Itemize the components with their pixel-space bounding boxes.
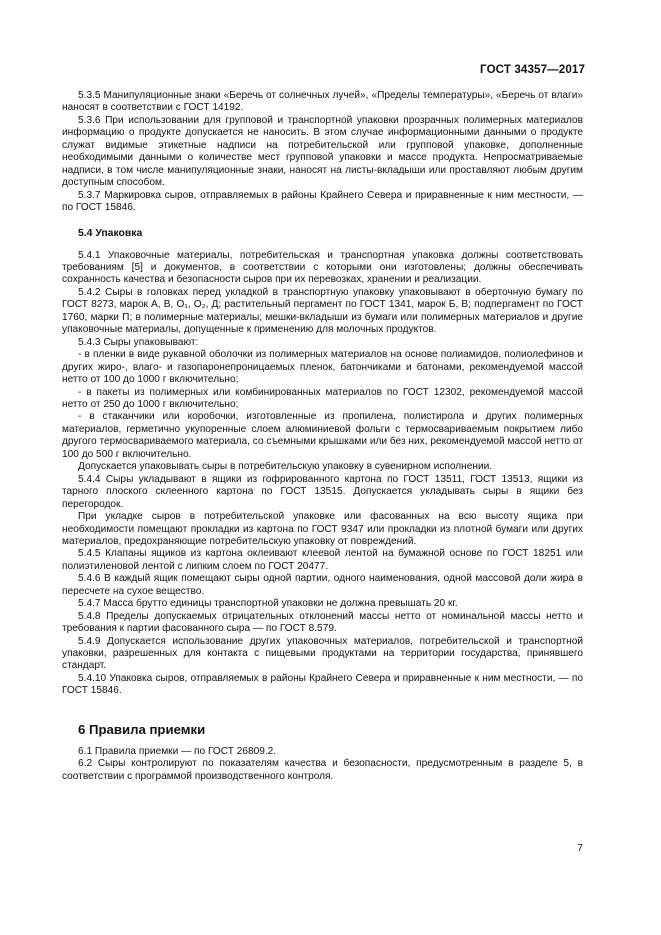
document-body [62,90,583,783]
paragraph-5-3-7: 5.3.7 Маркировка сыров, отправляемых в районы Крайнего Севера и приравненные к ним местности, — по ГОСТ 15846. [62,189,583,214]
paragraph-5-3-6: 5.3.6 При использовании для групповой и транспортной упаковки прозрачных полимерных материалов информацию о продукте допускается не наносить. В этом случае информационными данными о продукте служат видимые этикетные надписи на потребительской или групповой упаковке, дополненные необходимыми данными о количестве мест групповой упаковки и массе продукта. Непросматриваемые надписи, в том числе манипуляционные знаки, наносят на листы-вкладыши или проставляют любым другим доступным способом. [62,114,583,189]
list-item-film-casing: - в пленки в виде рукавной оболочки из полимерных материалов на основе полиамидов, полиолефинов и других жиро-, влаго- и газопаронепроницаемых пленок, батончиками и батонами, рекомендуемой массой нетто от 100 до 1000 г включительно; [62,349,583,386]
paragraph-5-4-1: 5.4.1 Упаковочные материалы, потребительская и транспортная упаковка должны соответствовать требованиям [5] и документов, в соответствии с которыми они изготовлены; должны обеспечивать сохранность качества и безопасности сыров при их перевозках, хранении и реализации. [62,249,583,286]
paragraph-5-4-3: 5.4.3 Сыры упаковывают: [78,336,199,348]
paragraph-6-2: 6.2 Сыры контролируют по показателям качества и безопасности, предусмотренным в разделе 5, в соответствии с программой производственного контроля. [62,758,583,782]
list-item-cups-boxes: - в стаканчики или коробочки, изготовленные из пропилена, полистирола и других полимерных материалов, герметично укупоренные слоем алюминиевой фольги с термосвариваемым покрытием либо другого термосвариваемого материала, со съемными крышками или без них, рекомендуемой массой нетто от 100 до 500 г включительно. [62,411,583,460]
paragraph-5-4-10: 5.4.10 Упаковка сыров, отправляемых в районы Крайнего Севера и приравненные к ним местности, — по ГОСТ 15846. [62,672,583,697]
paragraph-5-4-6: 5.4.6 В каждый ящик помещают сыры одной партии, одного наименования, одной массовой доли жира в пересчете на сухое вещество. [62,573,583,597]
chapter-heading-6: 6 Правила приемки [78,721,206,737]
paragraph-spacers: При укладке сыров в потребительской упаковке или фасованных на всю высоту ящика при необходимости помещают прокладки из картона по ГОСТ 9347 или прокладки из плотной бумаги или других материалов, предохраняющие потребительскую упаковку от повреждений. [62,511,583,547]
section-heading-5-4: 5.4 Упаковка [78,227,143,239]
paragraph-5-4-2: 5.4.2 Сыры в головках перед укладкой в транспортную упаковку упаковывают в оберточную бумагу по ГОСТ 8273, марок А, В, О₁, О₂, Д; растительный пергамент по ГОСТ 1341, марок Б, В; подпергамент по ГОСТ 1760, марки П; в полимерные материалы; мешки-вкладыши из бумаги или полимерных материалов и другие упаковочные материалы, допущенные к применению для молочных продуктов. [62,286,583,336]
paragraph-6-1: 6.1 Правила приемки — по ГОСТ 26809.2. [78,745,277,757]
list-item-bags: - в пакеты из полимерных или комбинированных материалов по ГОСТ 12302, рекомендуемой массой нетто от 250 до 1000 г включительно; [62,386,583,410]
paragraph-souvenir-packaging: Допускается упаковывать сыры в потребительскую упаковку в сувенирном исполнении. [78,461,493,473]
paragraph-5-4-4: 5.4.4 Сыры укладывают в ящики из гофрированного картона по ГОСТ 13511, ГОСТ 13513, ящики из тарного плоского склеенного картона по ГОСТ 13515. Допускается укладывать сыры в ящики без перегородок. [62,473,583,510]
paragraph-5-4-9: 5.4.9 Допускается использование других упаковочных материалов, потребительской и транспортной упаковки, разрешенных для контакта с пищевыми продуктами на территории государства, принявшего стандарт. [62,635,583,672]
page-number: 7 [577,843,583,854]
standard-code: ГОСТ 34357—2017 [480,63,585,76]
paragraph-5-4-7: 5.4.7 Масса брутто единицы транспортной упаковки не должна превышать 20 кг. [78,598,458,610]
paragraph-5-4-5: 5.4.5 Клапаны ящиков из картона оклеивают клеевой лентой на бумажной основе по ГОСТ 18251 или полиэтиленовой лентой с липким слоем по ГОСТ 20477. [62,548,583,572]
paragraph-5-4-8: 5.4.8 Пределы допускаемых отрицательных отклонений массы нетто от номинальной массы нетто и требования к партии фасованного сыра — по ГОСТ 8.579. [62,610,583,635]
paragraph-5-3-5: 5.3.5 Манипуляционные знаки «Беречь от солнечных лучей», «Пределы температуры», «Беречь от влаги» наносят в соответствии с ГОСТ 14192. [62,90,583,114]
